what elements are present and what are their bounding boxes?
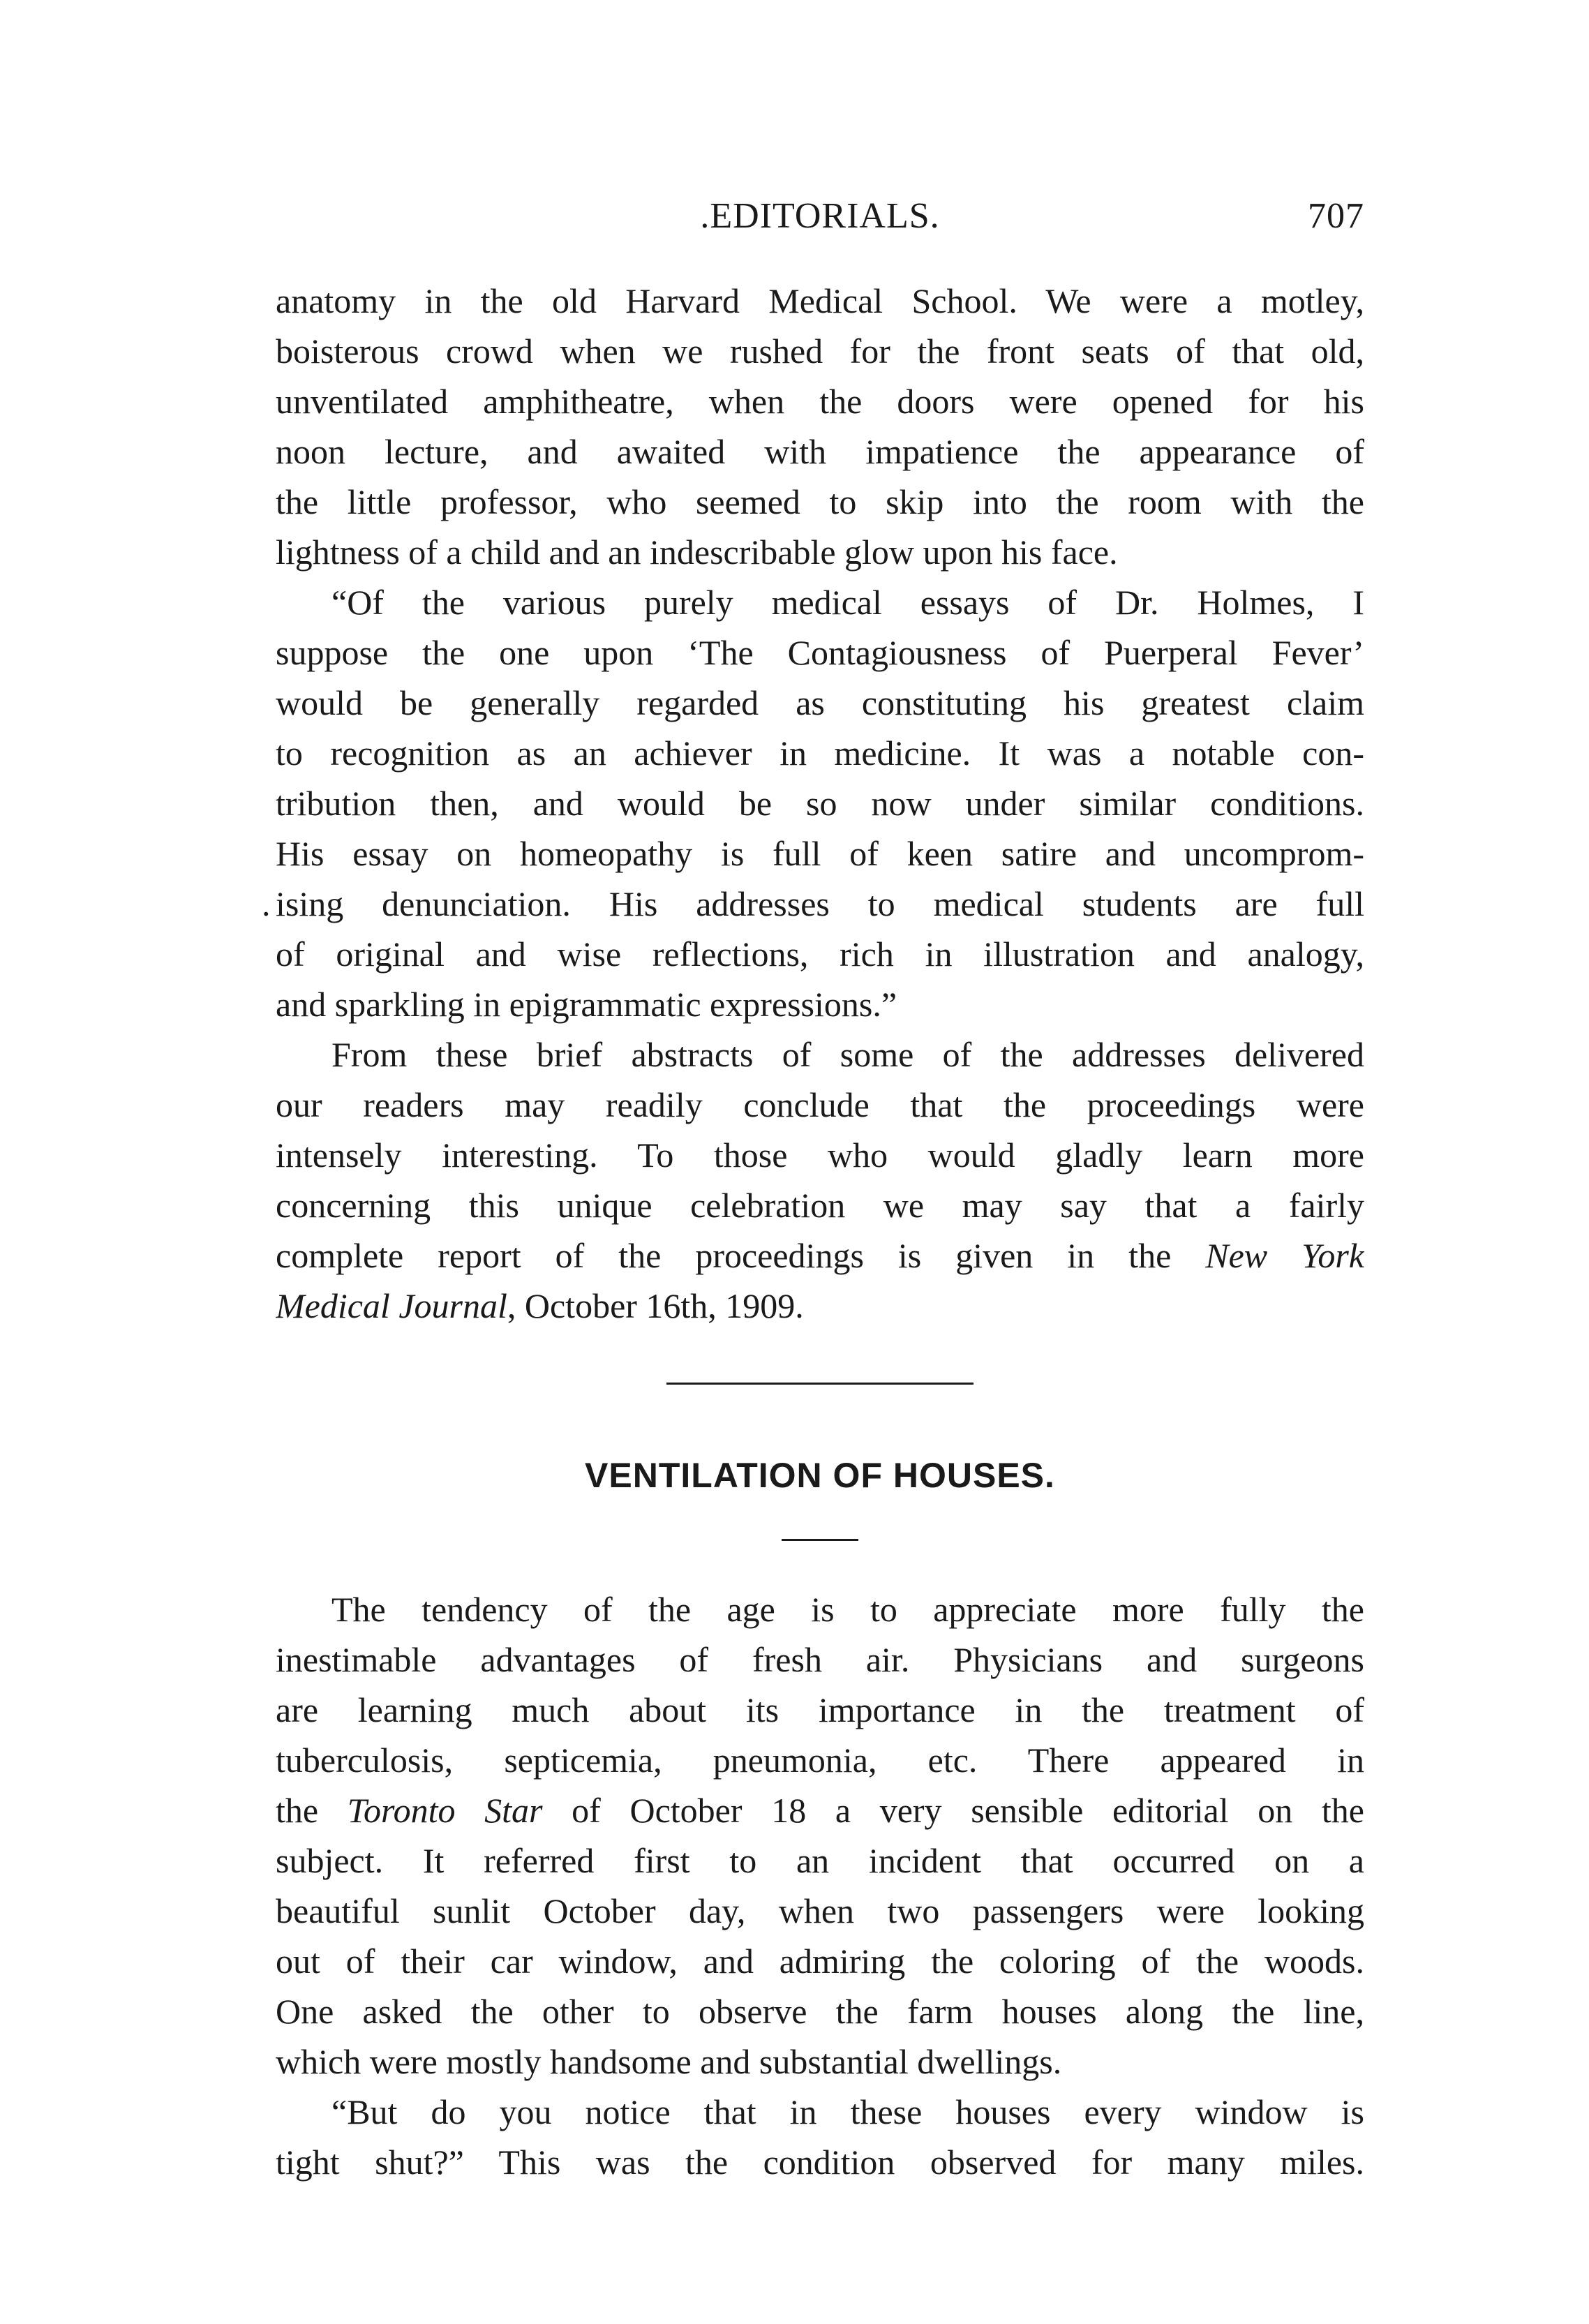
text-line: of original and wise reflections, rich in illustration and analogy, [276,934,1364,974]
paragraph-start-line: “But do you notice that in these houses every window is [331,2092,1364,2131]
text-line: inestimable advantages of fresh air. Physicians and surgeons [276,1640,1364,1679]
italic-newspaper-name: Toronto Star [347,1791,543,1830]
margin-mark: . [262,884,271,923]
text-line: and sparkling in epigrammatic expressions.” [276,985,897,1024]
paragraph-start-line: “Of the various purely medical essays of Dr. Holmes, I [331,583,1364,622]
text-line-with-citation [276,1281,1364,1331]
text-line-with-citation [276,1230,1364,1281]
line-with-margin-mark [262,879,1364,929]
ventilation-article [276,1584,1364,2187]
italic-journal-name: Medical Journal [276,1286,507,1325]
text-run: of October 18 a very sensible editorial on the [542,1791,1364,1830]
editorial-continuation [262,276,1364,1331]
text-line-with-citation [276,1785,1364,1835]
heading-underline-rule [782,1539,858,1541]
paragraph-start-line: The tendency of the age is to appreciate more fully the [331,1590,1364,1629]
text-line: unventilated amphitheatre, when the doors were opened for his [276,382,1364,421]
text-line: subject. It referred first to an incident that occurred on a [276,1841,1364,1880]
text-line: concerning this unique celebration we may say that a fairly [276,1186,1364,1225]
document-page [262,0,1364,2324]
text-run: the [276,1791,348,1830]
text-line: His essay on homeopathy is full of keen satire and uncomprom- [276,834,1364,873]
text-line: tight shut?” This was the condition observed for many miles. [276,2143,1364,2182]
page-number: 707 [1308,196,1364,236]
text-line: the little professor, who seemed to skip into the room with the [276,482,1364,521]
text-line: anatomy in the old Harvard Medical School. We were a motley, [276,281,1364,320]
text-line: out of their car window, and admiring the coloring of the woods. [276,1942,1364,1981]
text-line: ising denunciation. His addresses to medical students are full [276,884,1364,923]
text-line: lightness of a child and an indescribable glow upon his face. [276,532,1118,572]
italic-journal-name: New York [1205,1236,1364,1275]
text-line: would be generally regarded as constituting his greatest claim [276,683,1364,722]
paragraph-start-line: From these brief abstracts of some of the addresses delivered [331,1035,1364,1074]
text-line: our readers may readily conclude that the proceedings were [276,1085,1364,1124]
running-head-title: .EDITORIALS. [700,196,940,236]
text-line: intensely interesting. To those who would gladly learn more [276,1135,1364,1175]
text-line: boisterous crowd when we rushed for the front seats of that old, [276,332,1364,371]
section-heading: VENTILATION OF HOUSES. [585,1456,1055,1495]
text-line: noon lecture, and awaited with impatience the appearance of [276,432,1364,471]
text-line: beautiful sunlit October day, when two passengers were looking [276,1891,1364,1930]
text-line: tribution then, and would be so now under similar conditions. [276,784,1364,823]
text-line: to recognition as an achiever in medicine. It was a notable con- [276,733,1364,773]
text-line: which were mostly handsome and substantial dwellings. [276,2042,1062,2081]
text-line: One asked the other to observe the farm houses along the line, [276,1992,1364,2031]
section-divider-rule [666,1383,973,1385]
running-head [276,195,1364,244]
text-line: suppose the one upon ‘The Contagiousness of Puerperal Fever’ [276,633,1364,672]
text-line: are learning much about its importance in the treatment of [276,1690,1364,1729]
text-line: tuberculosis, septicemia, pneumonia, etc. There appeared in [276,1741,1364,1780]
text-run: , October 16th, 1909. [507,1286,804,1325]
text-run: complete report of the proceedings is given in the [276,1236,1206,1275]
